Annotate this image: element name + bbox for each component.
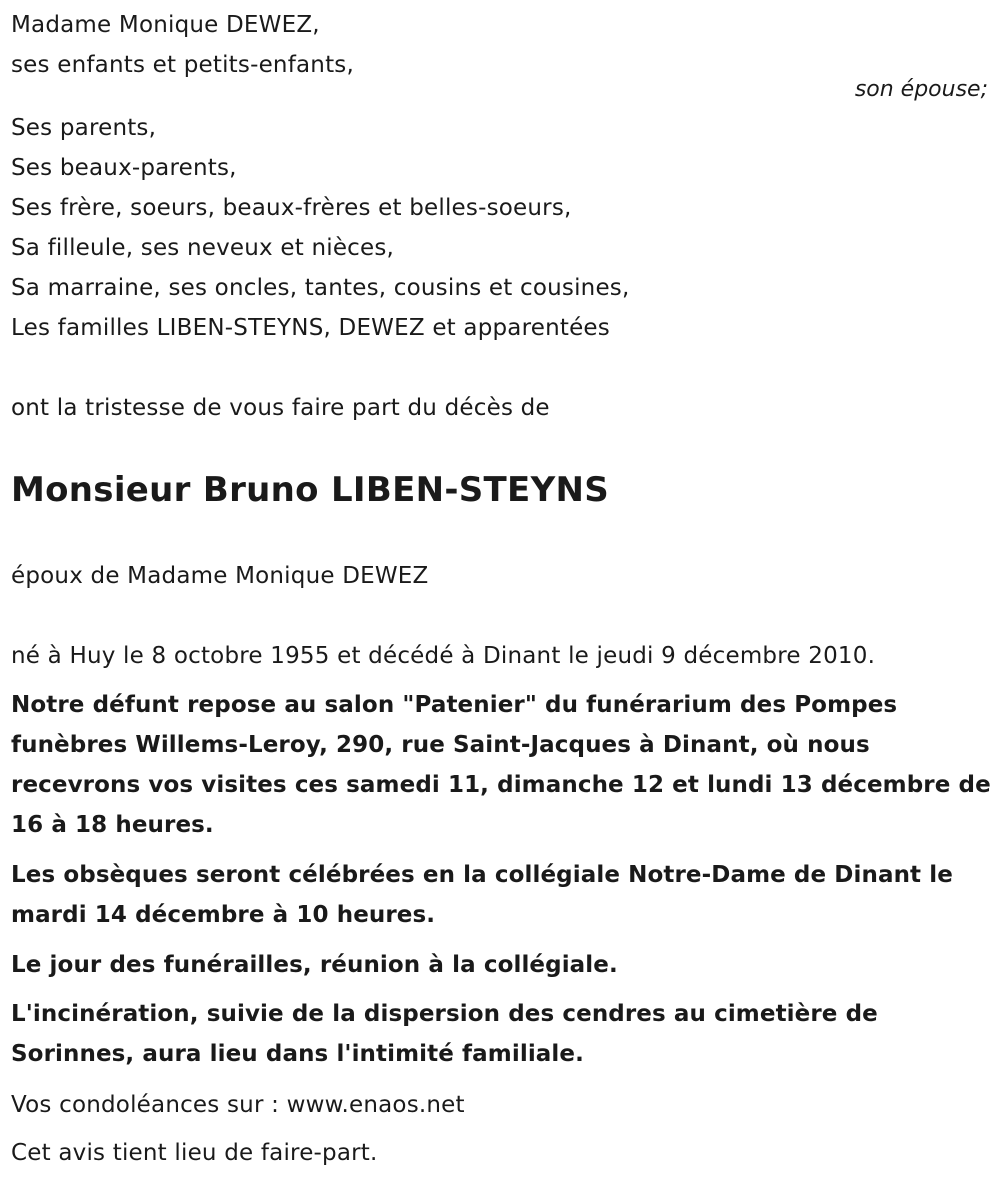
family-line-siblings: Ses frère, soeurs, beaux-frères et belles-soeurs,: [11, 195, 572, 221]
deceased-name: Monsieur Bruno LIBEN-STEYNS: [11, 470, 610, 510]
obseques-paragraph: Les obsèques seront célébrées en la collégiale Notre-Dame de Dinant le mardi 14 décembre à 10 heures.: [11, 862, 953, 928]
family-line-families: Les familles LIBEN-STEYNS, DEWEZ et apparentées: [11, 315, 610, 341]
family-line-parents: Ses parents,: [11, 115, 157, 141]
closing-line: Cet avis tient lieu de faire-part.: [11, 1140, 378, 1166]
family-line-parents-in-law: Ses beaux-parents,: [11, 155, 237, 181]
announcement-line: ont la tristesse de vous faire part du décès de: [11, 395, 550, 421]
family-line-goddaughter: Sa filleule, ses neveux et nièces,: [11, 235, 395, 261]
header-line-spouse: Madame Monique DEWEZ,: [11, 12, 320, 38]
condolences-line: Vos condoléances sur : www.enaos.net: [11, 1092, 465, 1118]
reunion-paragraph: Le jour des funérailles, réunion à la collégiale.: [11, 952, 618, 978]
repose-paragraph: Notre défunt repose au salon "Patenier" du funérarium des Pompes funèbres Willems-Leroy, 290, rue Saint-Jacques à Dinant, où nous recevrons vos visites ces samedi 11, dimanche 12 et lundi 13 décembre de 16 à 18 heures.: [11, 692, 991, 838]
header-line-children: ses enfants et petits-enfants,: [11, 52, 354, 78]
role-note: son épouse;: [854, 77, 988, 102]
spouse-line: époux de Madame Monique DEWEZ: [11, 563, 429, 589]
family-line-godmother: Sa marraine, ses oncles, tantes, cousins et cousines,: [11, 275, 630, 301]
incineration-paragraph: L'incinération, suivie de la dispersion des cendres au cimetière de Sorinnes, aura lieu dans l'intimité familiale.: [11, 1001, 878, 1067]
birth-death-line: né à Huy le 8 octobre 1955 et décédé à Dinant le jeudi 9 décembre 2010.: [11, 643, 876, 669]
